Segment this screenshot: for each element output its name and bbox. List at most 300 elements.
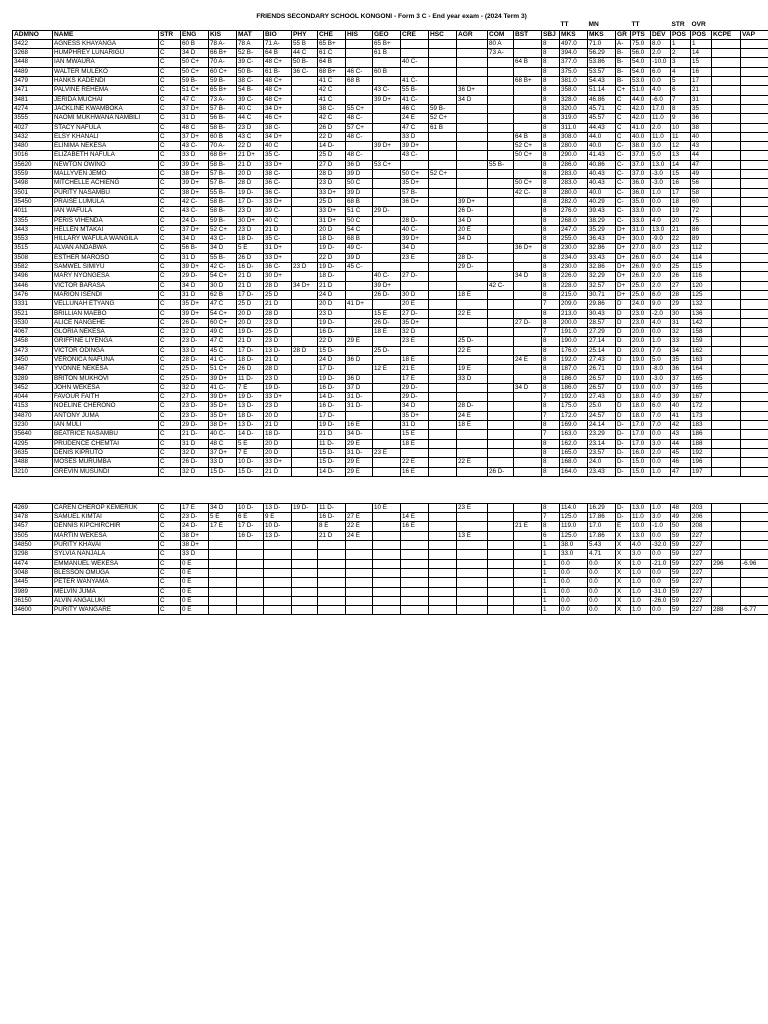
table-cell: 70 A- [209,58,237,67]
table-cell: 25 D [264,290,292,299]
column-header: PHY [292,30,318,39]
table-cell: 61 B [373,49,401,58]
table-cell: EMMANUEL WEKESA [53,559,159,568]
table-cell [741,439,768,448]
table-cell: 162.0 [560,439,588,448]
table-cell: 35640 [13,430,53,439]
table-cell: 1 [542,541,560,550]
table-row [13,568,768,577]
table-cell: 41.0 [631,123,651,132]
table-cell: 1.0 [651,503,671,512]
table-cell [488,86,514,95]
table-cell: 13 [671,151,691,160]
results-table-extra [12,503,768,616]
table-row [13,309,768,318]
table-cell: 8 [542,235,560,244]
table-cell: C- [616,170,631,179]
table-cell: 23 D [264,374,292,383]
table-cell [488,411,514,420]
table-row [13,531,768,540]
table-cell [741,448,768,457]
table-cell [373,132,401,141]
table-cell: 8 [671,104,691,113]
table-cell: 27 D [318,160,346,169]
table-cell [712,281,741,290]
table-cell: 22 E [401,458,429,467]
table-row [13,225,768,234]
table-cell: 21 D- [181,430,209,439]
table-cell [429,225,457,234]
table-cell [429,300,457,309]
table-cell [514,467,542,476]
table-cell: 39 D+ [209,374,237,383]
table-cell: 227 [691,559,712,568]
table-cell: D- [616,503,631,512]
table-cell [741,568,768,577]
table-cell: 3530 [13,318,53,327]
table-cell: JOHN WEKESA [53,383,159,392]
header-group-cell [264,21,292,30]
table-cell: C [159,541,181,550]
table-cell: 36.0 [631,179,651,188]
table-cell: 31 D [181,114,209,123]
table-cell: 136 [691,309,712,318]
table-cell [429,439,457,448]
table-cell: 40.29 [588,197,616,206]
table-cell: BRILLIAN MAEBO [53,309,159,318]
table-cell: 328.0 [560,95,588,104]
table-cell: 25 D [264,328,292,337]
table-cell [741,337,768,346]
table-cell: 59 [671,541,691,550]
table-cell [514,402,542,411]
header-group-cell [209,21,237,30]
table-cell [488,578,514,587]
table-cell [457,77,488,86]
table-row [13,550,768,559]
table-cell: 58 B- [209,207,237,216]
table-cell: 44 [691,151,712,160]
table-cell: 168.0 [560,458,588,467]
table-cell [373,225,401,234]
table-cell: 23.43 [588,467,616,476]
table-cell [209,578,237,587]
table-cell: 8 [542,383,560,392]
table-cell: 268.0 [560,216,588,225]
table-cell [488,365,514,374]
table-cell: 3355 [13,216,53,225]
table-cell: 4474 [13,559,53,568]
table-cell: 22 D [318,253,346,262]
table-cell: 30 D+ [264,272,292,281]
table-cell [712,263,741,272]
table-cell: E [616,522,631,531]
table-cell: 17.0 [631,430,651,439]
table-cell: 33 D [401,132,429,141]
table-cell: 86 [691,225,712,234]
table-cell: 3559 [13,170,53,179]
table-cell: 8 [542,207,560,216]
table-cell: C [159,309,181,318]
table-cell: 5.0 [651,151,671,160]
table-cell [488,430,514,439]
table-cell: 14 D- [318,393,346,402]
table-cell: 1.0 [651,467,671,476]
table-cell: 1 [542,550,560,559]
table-cell: -6.96 [741,559,768,568]
table-cell [514,587,542,596]
table-cell: 8 [542,458,560,467]
table-cell [514,160,542,169]
table-cell [429,606,457,615]
table-cell: 54 C+ [209,272,237,281]
table-cell [712,170,741,179]
table-cell: 125.0 [560,513,588,522]
table-cell [292,421,318,430]
table-cell: 28 D [264,365,292,374]
table-cell [488,77,514,86]
table-row [13,77,768,86]
table-cell: 8 [542,253,560,262]
table-cell: 8 [542,170,560,179]
table-cell: 25.0 [588,402,616,411]
table-cell: 24 D- [181,216,209,225]
table-row [13,430,768,439]
table-cell [741,142,768,151]
table-cell [741,123,768,132]
table-cell [712,503,741,512]
table-cell [514,281,542,290]
table-cell: 33 D [181,346,209,355]
header-group-row [13,21,768,30]
table-cell [292,244,318,253]
table-cell [741,86,768,95]
table-cell: 290.0 [560,151,588,160]
table-cell: PETER WANYAMA [53,578,159,587]
table-row [13,365,768,374]
table-cell: 27 D- [181,393,209,402]
table-cell: 40.0 [588,142,616,151]
table-cell [488,503,514,512]
header-group-cell: TT [560,21,569,29]
table-cell: 8 [542,467,560,476]
table-cell [712,160,741,169]
table-cell: 286.0 [560,160,588,169]
table-cell: 54.0 [631,67,651,76]
table-cell: 186.0 [560,383,588,392]
table-cell: 32.57 [588,281,616,290]
table-cell [292,550,318,559]
table-cell: 227 [691,568,712,577]
table-cell: 0 E [181,568,209,577]
table-cell [429,355,457,364]
table-cell: BRITON MUKHOVI [53,374,159,383]
table-cell: 28 D- [457,402,488,411]
table-cell [488,253,514,262]
table-cell: 19 D- [292,503,318,512]
table-cell: 165.0 [560,448,588,457]
table-cell [373,606,401,615]
table-cell: -6.77 [741,606,768,615]
table-cell: 54.43 [588,77,616,86]
table-cell: 164 [691,365,712,374]
header-group-cell [401,21,429,30]
table-cell [457,49,488,58]
header-row [13,30,768,39]
table-cell [712,95,741,104]
table-cell [429,587,457,596]
table-cell [457,114,488,123]
column-header: ADMNO [13,30,53,39]
table-cell: 70 A- [209,142,237,151]
table-cell: 32 D [181,383,209,392]
table-cell: 0.0 [560,596,588,605]
table-cell [292,411,318,420]
table-cell: 8 [542,188,560,197]
table-cell [429,207,457,216]
table-cell: 51.0 [631,86,651,95]
table-cell [292,402,318,411]
table-cell: 26 [671,272,691,281]
table-cell [741,458,768,467]
table-cell: 48 C+ [264,95,292,104]
table-cell: 20 E [457,225,488,234]
table-cell [741,328,768,337]
table-cell: 16 D- [318,513,346,522]
table-cell [346,568,373,577]
table-cell [401,541,429,550]
table-cell [292,439,318,448]
table-cell [264,596,292,605]
table-cell: 4.0 [651,393,671,402]
table-cell [488,596,514,605]
table-cell [488,458,514,467]
table-cell [488,318,514,327]
table-cell: D [616,328,631,337]
table-cell: 34 D [401,402,429,411]
table-cell: 32 D [401,328,429,337]
table-cell: 14 D- [237,430,264,439]
table-row [13,596,768,605]
table-cell: D- [616,448,631,457]
table-cell [429,179,457,188]
table-cell [741,531,768,540]
table-cell [318,587,346,596]
table-cell: 115 [691,263,712,272]
table-cell [318,596,346,605]
table-cell [209,550,237,559]
table-cell: 158 [691,328,712,337]
table-cell: 0 E [181,596,209,605]
table-cell: 55 B- [401,86,429,95]
table-row [13,207,768,216]
table-cell: 13.0 [651,225,671,234]
table-cell: 5 E [237,244,264,253]
table-cell [401,207,429,216]
table-cell: 13 E [457,531,488,540]
table-cell [292,365,318,374]
table-cell [429,290,457,299]
table-cell: 34 D [181,235,209,244]
table-cell [741,522,768,531]
table-cell: 21 D [318,281,346,290]
header-group-cell [373,21,401,30]
table-cell: 4011 [13,207,53,216]
table-cell: 38 C- [264,123,292,132]
table-cell: 53 C+ [373,160,401,169]
table-cell [346,559,373,568]
table-cell [429,374,457,383]
table-cell [712,188,741,197]
table-cell: 18 D- [237,235,264,244]
table-cell: 276.0 [560,207,588,216]
table-cell [741,179,768,188]
table-cell [712,355,741,364]
table-cell [741,272,768,281]
table-cell: HILLARY WAFULA WANGILA [53,235,159,244]
table-cell: 38 C- [318,104,346,113]
table-cell: 23 E [373,448,401,457]
table-cell: ALVAN ANDABWA [53,244,159,253]
table-cell [292,393,318,402]
table-cell: HANKS KADENDI [53,77,159,86]
table-cell: 1.0 [631,578,651,587]
table-cell: 39 D+ [401,142,429,151]
table-cell: 3458 [13,337,53,346]
table-cell [401,531,429,540]
table-cell [373,596,401,605]
table-cell: 44.43 [588,123,616,132]
table-cell: 39 [671,393,691,402]
table-cell: 29 D- [181,272,209,281]
table-cell: 36.0 [631,188,651,197]
table-cell: 32.29 [588,272,616,281]
table-cell [292,309,318,318]
table-cell: ELSY KHANALI [53,132,159,141]
table-cell: A- [616,39,631,48]
table-cell: 3445 [13,578,53,587]
table-cell: 18 D- [264,430,292,439]
table-cell [488,550,514,559]
table-cell: 18 E [457,290,488,299]
table-cell: 23 [671,244,691,253]
table-cell: 14 E [401,513,429,522]
table-cell: 22 E [457,309,488,318]
table-cell: 163.0 [560,430,588,439]
table-cell: 33 D+ [264,253,292,262]
table-cell [292,559,318,568]
table-cell [401,503,429,512]
table-cell: 0.0 [588,568,616,577]
table-cell: 42 C- [209,263,237,272]
table-cell: HUMPHREY LUNARIGU [53,49,159,58]
table-cell: 3505 [13,531,53,540]
table-cell: C [159,448,181,457]
table-cell: B- [616,49,631,58]
table-cell: 20 D [264,439,292,448]
table-cell: 45.71 [588,104,616,113]
table-cell: 39 C- [237,95,264,104]
header-group-cell [542,21,560,30]
table-cell [514,559,542,568]
table-cell: 1 [542,587,560,596]
table-cell: 0.0 [651,328,671,337]
table-cell [429,67,457,76]
table-cell [488,606,514,615]
table-cell [741,402,768,411]
table-cell: 3582 [13,263,53,272]
table-cell [429,281,457,290]
table-cell: 24 E [514,355,542,364]
table-cell: 37 [671,383,691,392]
table-cell: 296 [712,559,741,568]
table-cell: 33 D+ [264,160,292,169]
table-cell [488,188,514,197]
table-cell [373,179,401,188]
table-row [13,58,768,67]
table-cell [429,458,457,467]
table-cell: 28 D- [181,355,209,364]
table-row [13,281,768,290]
table-cell: BEATRICE NASAMBU [53,430,159,439]
table-cell [373,235,401,244]
table-cell: 30.43 [588,309,616,318]
table-cell: C+ [616,86,631,95]
table-cell [457,281,488,290]
table-cell [373,568,401,577]
table-cell: 209.0 [560,300,588,309]
table-cell [712,328,741,337]
table-cell [741,355,768,364]
table-cell: 7.0 [651,421,671,430]
table-cell: 31 D- [346,402,373,411]
table-cell [346,39,373,48]
table-cell: 16.29 [588,503,616,512]
table-cell: 19 D- [237,328,264,337]
table-cell: C [616,114,631,123]
table-cell: 31 D- [346,448,373,457]
table-cell [741,346,768,355]
table-cell: 35 C- [264,151,292,160]
table-cell: 230.0 [560,244,588,253]
table-cell [457,559,488,568]
table-cell: C- [616,197,631,206]
table-cell: ESTHER MAROSO [53,253,159,262]
table-cell [712,67,741,76]
table-cell: 5.43 [588,541,616,550]
table-cell [712,458,741,467]
table-cell [373,531,401,540]
table-cell: 48 C- [346,151,373,160]
table-cell: 19 D- [264,383,292,392]
table-cell [292,578,318,587]
table-cell: C [159,393,181,402]
table-cell: 78 A [237,39,264,48]
table-cell: 49 C- [346,244,373,253]
table-cell: C [159,225,181,234]
table-cell: 23 D- [181,411,209,420]
table-cell: 68 B+ [514,77,542,86]
table-cell: 75.0 [631,39,651,48]
header-group-cell [741,21,768,30]
table-cell: 34 D [514,272,542,281]
table-row [13,393,768,402]
table-cell [346,142,373,151]
table-cell: 10 E [373,503,401,512]
table-cell [318,568,346,577]
table-cell [292,374,318,383]
table-cell: 34 D [457,95,488,104]
